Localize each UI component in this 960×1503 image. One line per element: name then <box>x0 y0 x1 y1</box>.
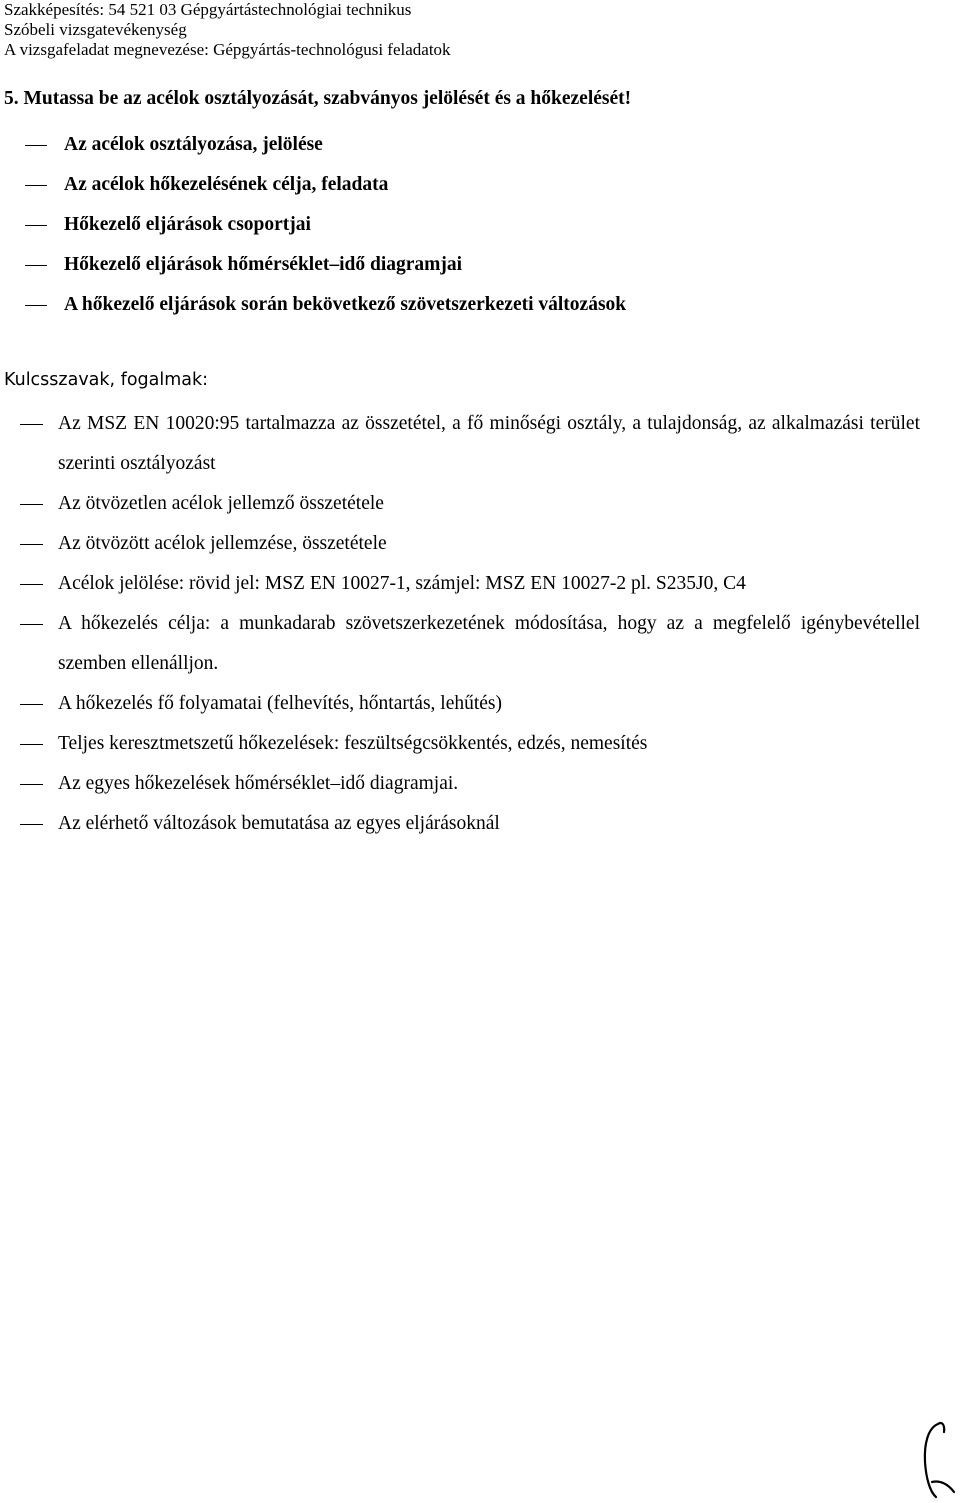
keyword-item <box>0 564 960 604</box>
keyword-text: Az ötvözött acélok jellemzése, összetétele <box>58 533 387 554</box>
header-task-name: A vizsgafeladat megnevezése: Gépgyártás-technológusi feladatok <box>4 40 451 59</box>
dash-bullet <box>25 145 47 146</box>
topic-text: A hőkezelő eljárások során bekövetkező szövetszerkezeti változások <box>64 294 627 315</box>
dash-bullet <box>20 744 43 745</box>
keyword-item <box>0 404 960 484</box>
question-title: 5. Mutassa be az acélok osztályozását, szabványos jelölését és a hőkezelését! <box>4 88 632 109</box>
dash-bullet <box>20 624 43 625</box>
dash-bullet <box>20 824 43 825</box>
keyword-item <box>0 684 960 724</box>
topic-text: Az acélok osztályozása, jelölése <box>64 134 323 155</box>
dash-bullet <box>20 704 43 705</box>
handwritten-signature <box>918 1418 958 1500</box>
dash-bullet <box>25 305 47 306</box>
keyword-text: Az egyes hőkezelések hőmérséklet–idő diagramjai. <box>58 773 459 794</box>
header-exam-activity: Szóbeli vizsgatevékenység <box>4 20 187 39</box>
keyword-text: A hőkezelés fő folyamatai (felhevítés, hőntartás, lehűtés) <box>58 693 503 714</box>
topic-list <box>0 125 960 325</box>
topic-item <box>0 165 960 205</box>
dash-bullet <box>25 265 47 266</box>
document-header <box>4 0 451 60</box>
keyword-item <box>0 484 960 524</box>
dash-bullet <box>20 544 43 545</box>
topic-item <box>0 245 960 285</box>
dash-bullet <box>20 784 43 785</box>
topic-item <box>0 285 960 325</box>
dash-bullet <box>20 584 43 585</box>
keyword-text: A hőkezelés célja: a munkadarab szövetszerkezetének módosítása, hogy az a megfelelő igénybevétellel szemben ellenálljon. <box>58 613 920 674</box>
dash-bullet <box>20 424 43 425</box>
keyword-text: Az MSZ EN 10020:95 tartalmazza az összetétel, a fő minőségi osztály, a tulajdonság, az alkalmazási terület szerinti osztályozást <box>58 413 920 474</box>
keyword-item <box>0 724 960 764</box>
keyword-text: Teljes keresztmetszetű hőkezelések: feszültségcsökkentés, edzés, nemesítés <box>58 733 648 754</box>
dash-bullet <box>25 225 47 226</box>
keyword-text: Acélok jelölése: rövid jel: MSZ EN 10027-1, számjel: MSZ EN 10027-2 pl. S235J0, C4 <box>58 573 746 594</box>
keyword-item <box>0 604 960 684</box>
dash-bullet <box>25 185 47 186</box>
topic-text: Hőkezelő eljárások hőmérséklet–idő diagramjai <box>64 254 463 275</box>
topic-text: Hőkezelő eljárások csoportjai <box>64 214 311 235</box>
topic-item <box>0 205 960 245</box>
topic-text: Az acélok hőkezelésének célja, feladata <box>64 174 389 195</box>
keyword-item <box>0 764 960 804</box>
dash-bullet <box>20 504 43 505</box>
keyword-text: Az elérhető változások bemutatása az egyes eljárásoknál <box>58 813 500 834</box>
keyword-text: Az ötvözetlen acélok jellemző összetétele <box>58 493 384 514</box>
keyword-list <box>0 404 960 844</box>
keyword-item <box>0 804 960 844</box>
keyword-item <box>0 524 960 564</box>
header-qualification: Szakképesítés: 54 521 03 Gépgyártástechnológiai technikus <box>4 0 412 19</box>
keywords-label: Kulcsszavak, fogalmak: <box>4 370 209 390</box>
topic-item <box>0 125 960 165</box>
